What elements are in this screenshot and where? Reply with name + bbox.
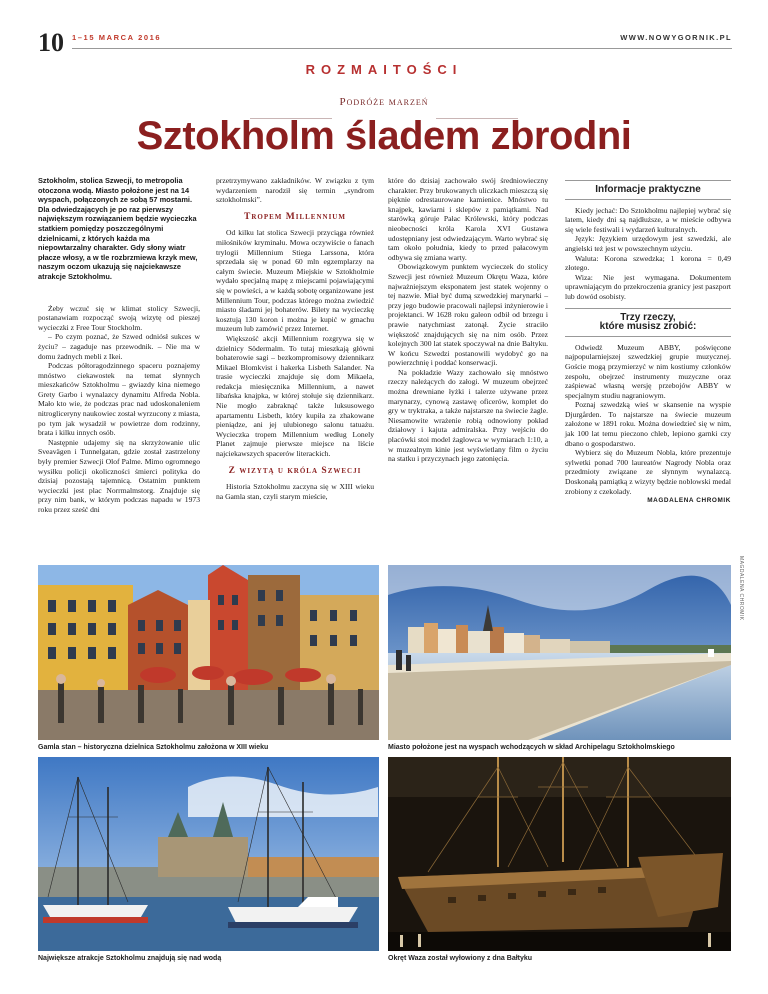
- headline: Sztokholm śladem zbrodni: [136, 114, 632, 158]
- header-rule: [72, 48, 732, 49]
- caption-photo-3: Największe atrakcje Sztokholmu znajdują się nad wodą: [38, 955, 222, 962]
- paragraph: Obowiązkowym punktem wycieczek do stolicy Szwecji jest również Muzeum Okrętu Waza, które najważniejszym eksponatem jest statek wojenny o tej nazwie. Miał być dumą szwedzkiej marynarki – przy jego budowie pracowali najlepsi inżynierowie i projektanci. W 1628 roku galeon odbił od brzegu i prawie natychmiast zatonął. Życie straciło większość znajdujących się na nim osób. Przez kolejnych 300 lat statek spoczywał na dnie Bałtyku. W końcu Szwedzi postanowili wydobyć go na powierzchnię i poddać konserwacji.: [388, 262, 548, 368]
- info-item: Waluta: Korona szwedzka; 1 korona = 0,49 złotego.: [565, 253, 731, 273]
- sidebar-rule: [565, 180, 731, 181]
- photo-ships: [38, 757, 379, 951]
- paragraph: – Po czym poznać, że Szwed odniósł sukces w życiu? – zagaduje nas przewodnik. – Nie ma w domu żadnych mebli z Ikei.: [38, 332, 200, 361]
- caption-photo-4: Okręt Waza został wyłowiony z dna Bałtyku: [388, 955, 533, 962]
- caption-photo-2: Miasto położone jest na wyspach wchodzących w skład Archipelagu Sztokholmskiego: [388, 744, 675, 751]
- sidebar-rule: [565, 308, 731, 309]
- paragraph: Żeby wczuć się w klimat stolicy Szwecji, postanawiam rozpocząć swoją wizytę od pieszej wycieczki z Free Tour Stockholm.: [38, 303, 200, 332]
- sidebar-rule: [565, 199, 731, 200]
- paragraph: Następnie udajemy się na skrzyżowanie ulic Sveavägen i Tunnelgatan, gdzie został zastrzelony były premier Szwecji Olof Palme. Mimo ogromnego wysiłku policji okoliczności śmierci polityka do dzisiaj pozostają tajemnicą. Ostatnim punktem wycieczki jest plac Norrmalmstorg. Znajduje się przy nim bank, w którym podczas napadu w 1973 roku przez sześć dni: [38, 437, 200, 514]
- paragraph: Większość akcji Millennium rozgrywa się w dzielnicy Södermalm. To tutaj mieszkają główni bohaterowie sagi – bezkompromisowy dziennikarz Mikael Blomkvist i hakerka Lisbeth Salander. Na trasie wycieczki znajduje się dom Mikaela, redakcja miesięcznika Millennium, a nawet libańska knajpka, w której stołuje się dziennikarz. Nie mogło zabraknąć także luksusowego apartamentu Lisbeth, który kupiła za zhakowane pieniądze, ani jej ulubionego salonu tatuażu. Wycieczka tropem Millennium według Lonely Planet zajmuje pierwsze miejsce na liście najciekawszych spacerów literackich.: [216, 333, 374, 459]
- paragraph: Podczas półtoragodzinnego spaceru poznajemy mnóstwo ciekawostek na temat słynnych mieszkańców Sztokholmu – gwiazdy kina niemego Grety Garbo i wynalazcy dynamitu Alfreda Nobla. Mało kto wie, że podczas prac nad udoskonaleniem nitrogliceryny naukowiec został wyrzucony z miasta, po tym jak wysadził w powietrze dom rodzinny, brata i kilku innych osób.: [38, 361, 200, 438]
- sidebar-title-things-2: które musisz zrobić:: [599, 321, 697, 333]
- ships-image: [38, 757, 379, 951]
- thing-item: Poznaj szwedzką wieś w skansenie na wyspie Djurgården. To najstarsze na świecie muzeum założone w 1891 roku. Można dowiedzieć się w nim, jak 100 lat temu pieczono chleb, lepiono garnki czy dbano o gospodarstwo.: [565, 400, 731, 448]
- photo-gamla-stan: [38, 565, 379, 740]
- page-number: 10: [38, 28, 64, 57]
- column-1: [38, 176, 200, 515]
- rubric: Podróże marzeń: [339, 96, 429, 108]
- sidebar-title-info: Informacje praktyczne: [595, 184, 701, 195]
- section-title: ROZMAITOŚCI: [305, 62, 463, 77]
- paragraph: Historia Sztokholmu zaczyna się w XIII wieku na Gamla stan, czyli starym mieście,: [216, 482, 374, 501]
- photo-vasa: [388, 757, 731, 951]
- gamla-stan-image: [38, 565, 379, 740]
- thing-item: Wybierz się do Muzeum Nobla, które prezentuje sylwetki ponad 700 laureatów Nagrody Nobla oraz przedmioty związane ze słynnym wynalazcą. Doskonałą pamiątką z wizyty będzie noblowski medal zrobiony z czekolady.: [565, 448, 731, 496]
- paragraph: Na pokładzie Wazy zachowało się mnóstwo rzeczy należących do załogi. W muzeum obejrzeć można drewniane łyżki i talerze używane przez marynarzy, cynową zastawę oficerów, komplet do gry w tryktraka, a także najstarsze na świecie żagle. Niesamowite wrażenie robią odnowiony pokład działowy i kajuta admiralska. Przy wejściu do placówki stoi model żaglowca w wymiarach 1:10, a w muzealnym kinie jest wyświetlany film o życiu na statku i przyczynach jego zatonięcia.: [388, 367, 548, 464]
- sidebar-box: [565, 180, 731, 506]
- paragraph: Od kilku lat stolica Szwecji przyciąga również miłośników kryminału. Mowa oczywiście o fanach trylogii Millennium Stiega Larssona, która sprzedała się w ponad 60 mln egzemplarzy na całym świecie. Muzeum Miejskie w Sztokholmie wydało specjalną mapę z miejscami pojawiającymi się w powieści, a w każdą sobotę organizowane jest Millennium Tour, podczas którego można zwiedzić miasto śladami jej bohaterów. Bilety na wycieczkę kosztują 130 koron i można je kupić w gmachu muzeum lub zamówić przez Internet.: [216, 228, 374, 334]
- column-2: [216, 176, 374, 501]
- info-item: Kiedy jechać: Do Sztokholmu najlepiej wybrać się latem, kiedy dni są najdłuższe, a w mieście odbywa się wiele festiwali i wydarzeń kulturalnych.: [565, 205, 731, 234]
- waterfront-image: [388, 565, 731, 740]
- paragraph: przetrzymywano zakładników. W związku z tym wydarzeniem narodził się termin „syndrom sztokholmski”.: [216, 176, 374, 205]
- issue-date: 1–15 MARCA 2016: [72, 33, 162, 42]
- sidebar-title-things: Trzy rzeczy,: [620, 311, 676, 323]
- photo-credit: MAGDALENA CHROMIK: [738, 556, 744, 621]
- vasa-image: [388, 757, 731, 951]
- lead-paragraph: Sztokholm, stolica Szwecji, to metropolia otoczona wodą. Miasto położone jest na 14 wyspach, połączonych ze sobą 57 mostami. Dla odwiedzających je po raz pierwszy największym rozwiązaniem będzie wycieczka statkiem pomiędzy poszczególnymi dzielnicami, z których każda ma niepowtarzalny charakter. Gdy słony wiatr płacze włosy, a w tle rozbrzmiewa krzyk mew, naszym oczom ukazują się najciekawsze atrakcje Sztokholmu.: [38, 176, 198, 281]
- photo-waterfront: [388, 565, 731, 740]
- column-3: [388, 176, 548, 464]
- thing-item: Odwiedź Muzeum ABBY, poświęcone najpopularniejszej szwedzkiej grupie muzycznej. Goście mogą przymierzyć w nim kostiumy członków zespołu, obejrzeć instrumenty muzyczne oraz zaśpiewać własną wersję przebojów ABBY w specjalnym studiu nagraniowym.: [565, 342, 731, 400]
- paragraph: które do dzisiaj zachowało swój średniowieczny charakter. Przy brukowanych uliczkach mieszczą się pięknie odrestaurowane kamienice. Mnóstwo tu knajpek, kawiarni i sklepów z pamiątkami. Nad starówką góruje Pałac Królewski, który podczas nieobecności króla Karola XVI Gustawa udostępniany jest odwiedzającym. Warto wybrać się tam około południa, kiedy to przed pałacowym odbywa się zmiana warty.: [388, 176, 548, 262]
- info-item: Język: Językiem urzędowym jest szwedzki, ale angielski też jest w powszechnym użyciu.: [565, 234, 731, 253]
- caption-photo-1: Gamla stan – historyczna dzielnica Sztokholmu założona w XIII wieku: [38, 744, 269, 751]
- info-item: Wiza: Nie jest wymagana. Dokumentem uprawniającym do przekroczenia granicy jest paszport lub dowód osobisty.: [565, 272, 731, 301]
- author-signature: MAGDALENA CHROMIK: [647, 497, 731, 505]
- sidebar-rule: [565, 336, 731, 337]
- site-url[interactable]: WWW.NOWYGORNIK.PL: [620, 33, 732, 42]
- subhead-king: Z wizytą u króla Szwecji: [228, 465, 362, 476]
- subhead-millennium: Tropem Millennium: [244, 211, 346, 222]
